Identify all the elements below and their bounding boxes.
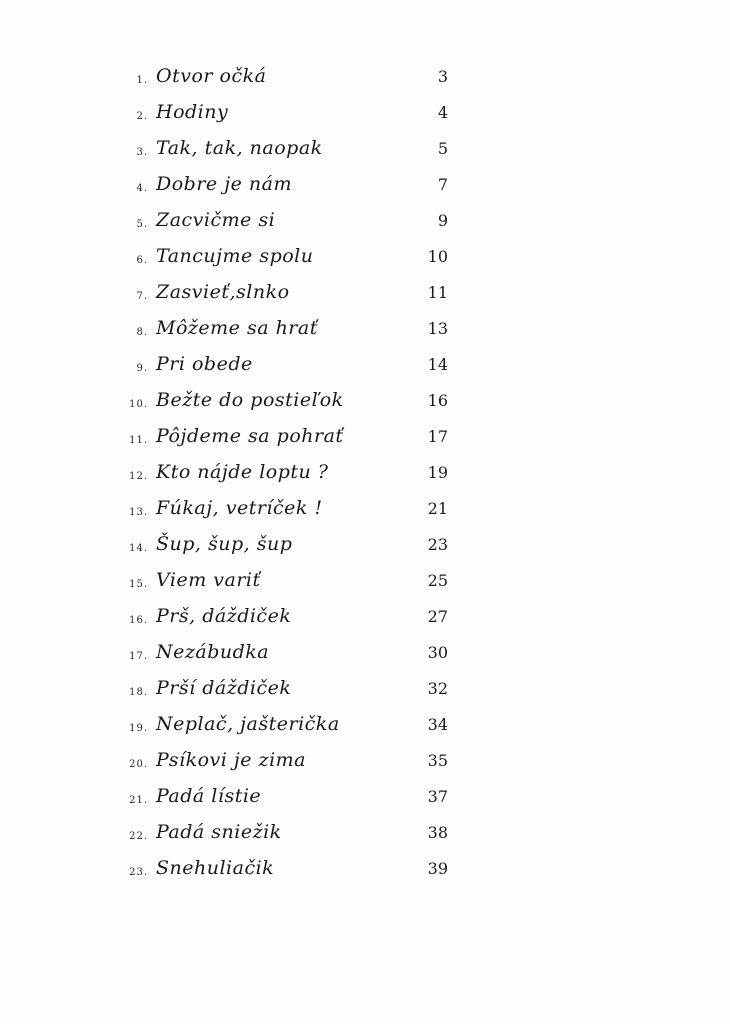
toc-title: Pôjdeme sa pohrať: [156, 425, 344, 447]
toc-row: [0, 603, 730, 639]
toc-number: 11.: [129, 435, 148, 446]
toc-page-number: 27: [427, 607, 448, 626]
toc-title: Psíkovi je zima: [156, 749, 307, 771]
toc-row: [0, 495, 730, 531]
toc-row: [0, 135, 730, 171]
toc-number: 21.: [129, 795, 148, 806]
toc-title: Hodiny: [156, 101, 229, 123]
toc-title: Bežte do postieľok: [156, 389, 344, 411]
toc-page-number: 25: [427, 571, 448, 590]
toc-title: Šup, šup, šup: [156, 533, 293, 555]
toc-row: [0, 747, 730, 783]
toc-page-number: 37: [427, 787, 448, 806]
toc-page-number: 17: [427, 427, 448, 446]
toc-title: Padá lístie: [156, 785, 262, 807]
toc-row: [0, 567, 730, 603]
toc-row: [0, 639, 730, 675]
toc-page-number: 34: [427, 715, 448, 734]
toc-page-number: 7: [437, 175, 448, 194]
toc-page-number: 3: [437, 67, 448, 86]
toc-number: 5.: [136, 219, 148, 230]
toc-row: [0, 243, 730, 279]
toc-page-number: 19: [427, 463, 448, 482]
toc-title: Tancujme spolu: [156, 245, 314, 267]
toc-page-number: 21: [427, 499, 448, 518]
toc-page-number: 11: [427, 283, 448, 302]
toc-number: 3.: [136, 147, 148, 158]
toc-number: 20.: [129, 759, 148, 770]
toc-row: [0, 99, 730, 135]
toc-row: [0, 315, 730, 351]
toc-row: [0, 387, 730, 423]
toc-number: 9.: [136, 363, 148, 374]
toc-page-number: 9: [437, 211, 448, 230]
toc-page-number: 23: [427, 535, 448, 554]
toc-row: [0, 423, 730, 459]
toc-title: Tak, tak, naopak: [156, 137, 323, 159]
toc-number: 6.: [136, 255, 148, 266]
toc-title: Zacvičme si: [156, 209, 276, 231]
toc-page-number: 5: [437, 139, 448, 158]
toc-page-number: 32: [427, 679, 448, 698]
toc-number: 1.: [136, 75, 148, 86]
toc-number: 12.: [129, 471, 148, 482]
toc-row: [0, 855, 730, 891]
toc-title: Snehuliačik: [156, 857, 275, 879]
toc-row: [0, 351, 730, 387]
toc-number: 18.: [129, 687, 148, 698]
toc-number: 22.: [129, 831, 148, 842]
toc-number: 23.: [129, 867, 148, 878]
toc-page-number: 4: [437, 103, 448, 122]
toc-page-number: 10: [427, 247, 448, 266]
toc-row: [0, 531, 730, 567]
toc-page-number: 14: [427, 355, 448, 374]
toc-number: 2.: [136, 111, 148, 122]
toc-page-number: 38: [427, 823, 448, 842]
toc-page-number: 30: [427, 643, 448, 662]
toc-row: [0, 783, 730, 819]
toc-number: 15.: [129, 579, 148, 590]
toc-row: [0, 63, 730, 99]
toc-number: 7.: [136, 291, 148, 302]
toc-title: Dobre je nám: [156, 173, 292, 195]
toc-title: Prš, dáždiček: [156, 605, 292, 627]
toc-page-number: 35: [427, 751, 448, 770]
toc-number: 14.: [129, 543, 148, 554]
toc-number: 17.: [129, 651, 148, 662]
toc-page-number: 16: [427, 391, 448, 410]
toc-page-number: 39: [427, 859, 448, 878]
toc-page-number: 13: [427, 319, 448, 338]
toc-row: [0, 171, 730, 207]
toc-number: 10.: [129, 399, 148, 410]
table-of-contents: [0, 63, 730, 891]
toc-title: Fúkaj, vetríček !: [156, 497, 323, 519]
toc-row: [0, 279, 730, 315]
toc-title: Zasvieť,slnko: [156, 281, 290, 303]
toc-row: [0, 675, 730, 711]
toc-row: [0, 711, 730, 747]
toc-title: Kto nájde loptu ?: [156, 461, 329, 483]
toc-row: [0, 819, 730, 855]
toc-title: Prší dáždiček: [156, 677, 292, 699]
toc-title: Nezábudka: [156, 641, 270, 663]
toc-title: Otvor očká: [156, 65, 267, 87]
toc-title: Môžeme sa hrať: [156, 317, 318, 339]
toc-number: 8.: [136, 327, 148, 338]
toc-row: [0, 459, 730, 495]
toc-row: [0, 207, 730, 243]
toc-title: Viem variť: [156, 569, 261, 591]
toc-number: 19.: [129, 723, 148, 734]
toc-title: Neplač, jašterička: [156, 713, 340, 735]
toc-title: Pri obede: [156, 353, 253, 375]
toc-number: 13.: [129, 507, 148, 518]
toc-title: Padá sniežik: [156, 821, 282, 843]
toc-number: 4.: [136, 183, 148, 194]
toc-number: 16.: [129, 615, 148, 626]
